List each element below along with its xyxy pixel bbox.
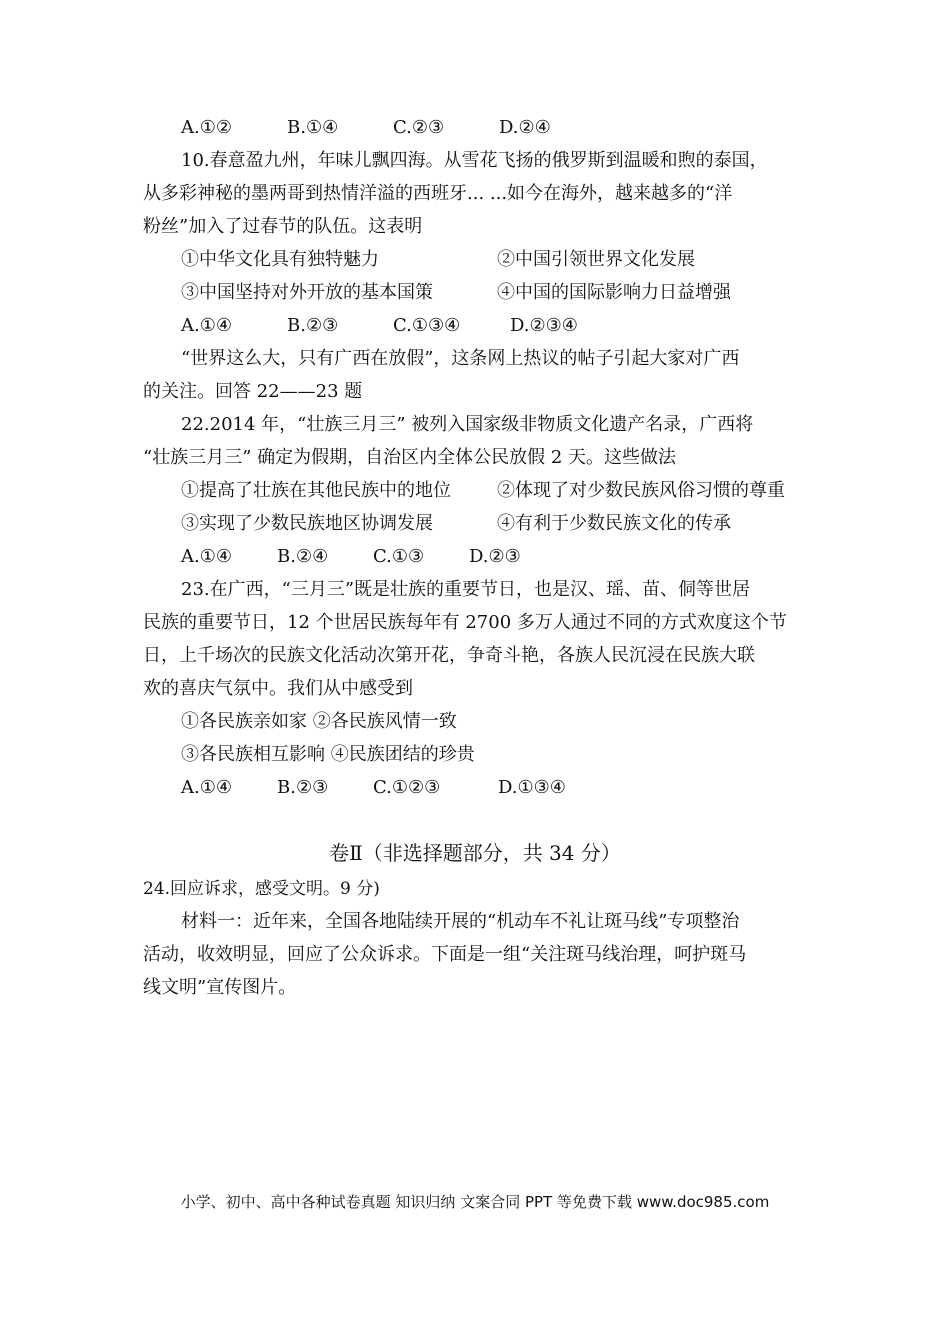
q22-item-1: ①提高了壮族在其他民族中的地位 [181,480,451,501]
q22-option-b: B.②④ [277,546,329,567]
q24-material-line-3: 线文明”宣传图片。 [143,977,297,998]
q23-stem-line-1: 23.在广西，“三月三”既是壮族的重要节日，也是汉、瑶、苗、侗等世居 [181,579,751,600]
q23-options [181,776,566,800]
q24-material-line-2: 活动，收效明显，回应了公众诉求。下面是一组“关注斑马线治理，呵护斑马 [143,944,747,965]
q22-option-c: C.①③ [373,546,425,567]
q10-option-c: C.①③④ [393,315,461,336]
page-footer: 小学、初中、高中各种试卷真题 知识归纳 文案合同 PPT 等免费下载 www.doc985.com [180,1193,770,1211]
q23-items-line-2: ③各民族相互影响 ④民族团结的珍贵 [181,744,475,765]
q23-stem-line-3: 日，上千场次的民族文化活动次第开花，争奇斗艳，各族人民沉浸在民族大联 [143,645,755,666]
q22-options [181,545,521,569]
q22-item-4: ④有利于少数民族文化的传承 [497,513,731,534]
q9-option-c: C.②③ [393,117,445,138]
q10-item-3: ③中国坚持对外开放的基本国策 [181,282,433,303]
q9-option-d: D.②④ [499,117,551,138]
q10-stem-line-2: 从多彩神秘的墨两哥到热情洋溢的西班牙... ...如今在海外，越来越多的“洋 [143,183,733,204]
q23-option-a: A.①④ [181,777,232,798]
intro-line-2: 的关注。回答 22——23 题 [143,381,363,402]
q9-option-b: B.①④ [287,117,339,138]
q23-option-b: B.②③ [277,777,329,798]
q10-item-4: ④中国的国际影响力日益增强 [497,282,731,303]
q23-stem-line-2: 民族的重要节日，12 个世居民族每年有 2700 多万人通过不同的方式欢度这个节 [143,612,787,633]
q24-material-line-1: 材料一：近年来，全国各地陆续开展的“机动车不礼让斑马线”专项整治 [181,911,740,932]
q10-option-b: B.②③ [287,315,339,336]
q23-option-c: C.①②③ [373,777,441,798]
q22-item-2: ②体现了对少数民族风俗习惯的尊重 [497,480,785,501]
q23-items-line-1: ①各民族亲如家 ②各民族风情一致 [181,711,457,732]
section-heading: 卷Ⅱ（非选择题部分，共 34 分） [329,841,621,865]
q10-item-2: ②中国引领世界文化发展 [497,249,695,270]
q10-item-1: ①中华文化具有独特魅力 [181,249,379,270]
q10-stem-line-3: 粉丝”加入了过春节的队伍。这表明 [143,216,423,237]
q22-item-3: ③实现了少数民族地区协调发展 [181,513,433,534]
q10-stem-line-1: 10.春意盈九州，年味儿飘四海。从雪花飞扬的俄罗斯到温暖和煦的泰国， [181,150,768,171]
q10-option-d: D.②③④ [510,315,578,336]
q22-option-a: A.①④ [181,546,232,567]
q24-title: 24.回应诉求，感受文明。9 分) [143,879,380,899]
q10-options [181,314,578,338]
q9-option-a: A.①② [181,117,232,138]
q9-options [181,116,551,140]
q23-stem-line-4: 欢的喜庆气氛中。我们从中感受到 [143,678,413,699]
q22-stem-line-1: 22.2014 年，“壮族三月三” 被列入国家级非物质文化遗产名录，广西将 [181,414,754,435]
q23-option-d: D.①③④ [498,777,566,798]
q22-stem-line-2: “壮族三月三” 确定为假期，自治区内全体公民放假 2 天。这些做法 [143,447,677,468]
intro-line-1: “世界这么大，只有广西在放假”，这条网上热议的帖子引起大家对广西 [181,348,740,369]
q22-option-d: D.②③ [469,546,521,567]
q10-option-a: A.①④ [181,315,232,336]
